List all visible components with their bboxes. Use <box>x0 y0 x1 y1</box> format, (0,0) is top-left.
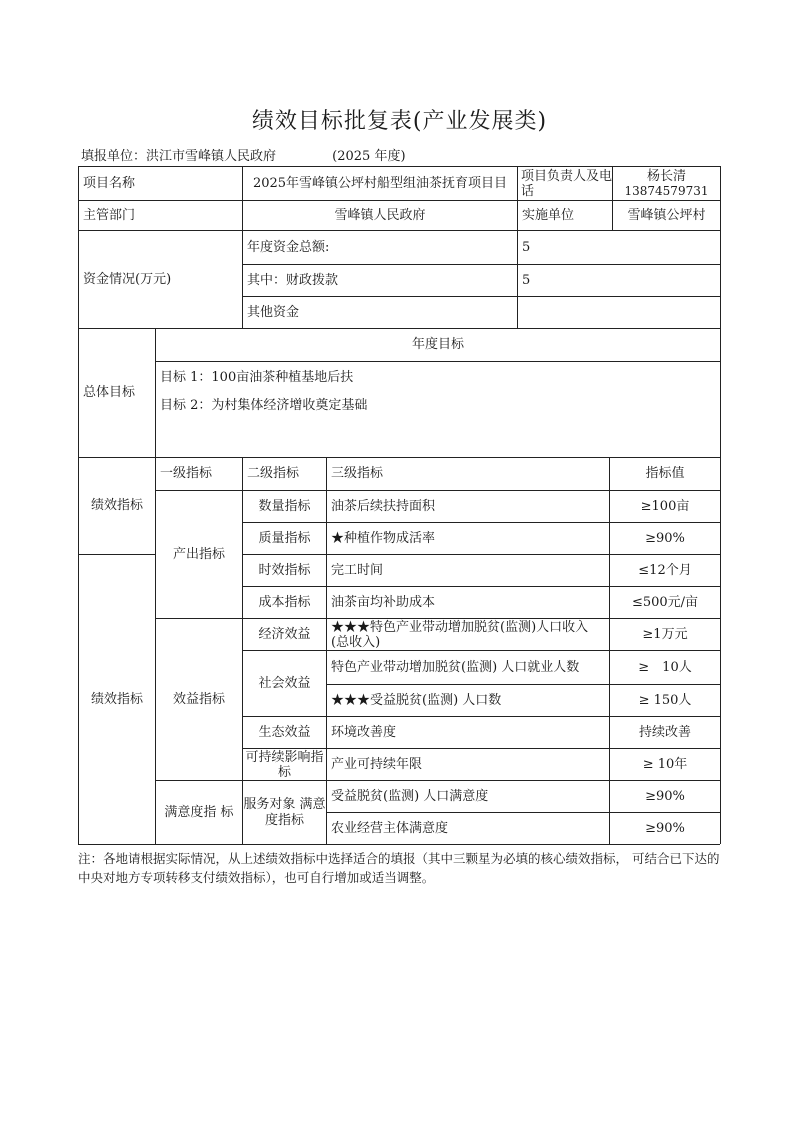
l2-cell: 服务对象 满意度指标 <box>243 796 326 828</box>
l3-cell: ★种植作物成活率 <box>331 530 436 546</box>
l3-cell: 完工时间 <box>331 562 384 578</box>
l3-cell: 油茶后续扶持面积 <box>331 498 436 514</box>
funds-fiscal-value: 5 <box>522 272 531 288</box>
impl-label: 实施单位 <box>522 207 575 223</box>
funds-total-value: 5 <box>522 239 531 255</box>
funds-other-value <box>518 297 720 328</box>
l2-cell: 时效指标 <box>258 562 311 578</box>
funds-fiscal-label: 其中：财政拨款 <box>247 272 339 288</box>
l2-cell: 质量指标 <box>258 530 311 546</box>
l3-cell: ★★★受益脱贫(监测) 人口数 <box>331 692 502 708</box>
l2-cell: 数量指标 <box>258 498 311 514</box>
goal-item: 目标 1：100亩油茶种植基地后扶 <box>160 370 354 385</box>
header-value: 指标值 <box>645 466 685 481</box>
dept-label: 主管部门 <box>83 207 136 223</box>
value-cell: ≥90% <box>645 530 685 546</box>
leader-phone: 13874579731 <box>624 183 709 198</box>
l2-cell: 可持续影响指标 <box>245 749 324 780</box>
page-title: 绩效目标批复表(产业发展类) <box>251 109 548 134</box>
project-name-label: 项目名称 <box>83 175 136 191</box>
leader-cell <box>613 167 720 200</box>
report-year: (2025 年度) <box>332 149 406 164</box>
l3-cell: 环境改善度 <box>331 724 397 740</box>
impl-value: 雪峰镇公坪村 <box>627 207 706 223</box>
value-cell: ≤500元/亩 <box>631 594 699 610</box>
value-cell: ≤12个月 <box>638 562 692 578</box>
leader-label: 项目负责人及电话 <box>521 168 613 199</box>
value-cell: ≥90% <box>645 820 685 836</box>
rule <box>720 166 721 844</box>
header-l2: 二级指标 <box>247 466 300 481</box>
satisfaction-label: 满意度指 标 <box>164 804 234 820</box>
meta-line <box>81 145 406 164</box>
leader-name: 杨长清 <box>646 168 686 184</box>
funds-total-label: 年度资金总额: <box>247 239 330 255</box>
l3-cell: ★★★特色产业带动增加脱贫(监测)人口收入 (总收入) <box>331 619 589 650</box>
rule <box>155 361 720 362</box>
value-cell: ≥1万元 <box>642 626 688 642</box>
value-cell: ≥90% <box>645 788 685 804</box>
benefit-label: 效益指标 <box>172 691 225 707</box>
project-name-value: 2025年雪峰镇公坪村船型组油茶抚育项目目 <box>252 175 508 191</box>
l2-cell: 成本指标 <box>258 594 311 610</box>
l3-cell: 产业可持续年限 <box>331 756 423 772</box>
l2-cell: 社会效益 <box>258 675 311 691</box>
rule <box>78 844 720 845</box>
l3-cell: 农业经营主体满意度 <box>331 820 449 836</box>
goals-label: 总体目标 <box>83 385 136 400</box>
funds-other-label: 其他资金 <box>247 304 300 320</box>
goals-header: 年度目标 <box>411 337 464 352</box>
filler-unit: 填报单位：洪江市雪峰镇人民政府 <box>81 149 277 164</box>
header-l1: 一级指标 <box>160 466 213 481</box>
l3-cell: 特色产业带动增加脱贫(监测) 人口就业人数 <box>331 659 580 675</box>
value-cell: ≥100亩 <box>640 498 690 514</box>
value-cell: 持续改善 <box>638 724 691 740</box>
l3-cell: 油茶亩均补助成本 <box>331 594 436 610</box>
goal-item: 目标 2：为村集体经济增收奠定基础 <box>160 398 368 413</box>
header-l3: 三级指标 <box>331 466 384 481</box>
footnote: 注：各地请根据实际情况，从上述绩效指标中选择适合的填报（其中三颗星为必填的核心绩效指标， 可结合已下达的中央对地方专项转移支付绩效指标），也可自行增加或适当调整。 <box>78 851 720 885</box>
output-label: 产出指标 <box>172 546 225 562</box>
l2-cell: 经济效益 <box>258 626 311 642</box>
value-cell: ≥ 10年 <box>642 756 688 772</box>
l3-cell: 受益脱贫(监测) 人口满意度 <box>331 788 489 804</box>
value-cell: ≥ 10人 <box>638 659 692 675</box>
section-label: 绩效指标 <box>90 498 143 513</box>
goals-list <box>160 370 367 426</box>
funds-label: 资金情况(万元) <box>83 271 172 287</box>
section-label: 绩效指标 <box>90 691 143 707</box>
dept-value: 雪峰镇人民政府 <box>334 207 426 223</box>
value-cell: ≥ 150人 <box>638 692 692 708</box>
l2-cell: 生态效益 <box>258 724 311 740</box>
